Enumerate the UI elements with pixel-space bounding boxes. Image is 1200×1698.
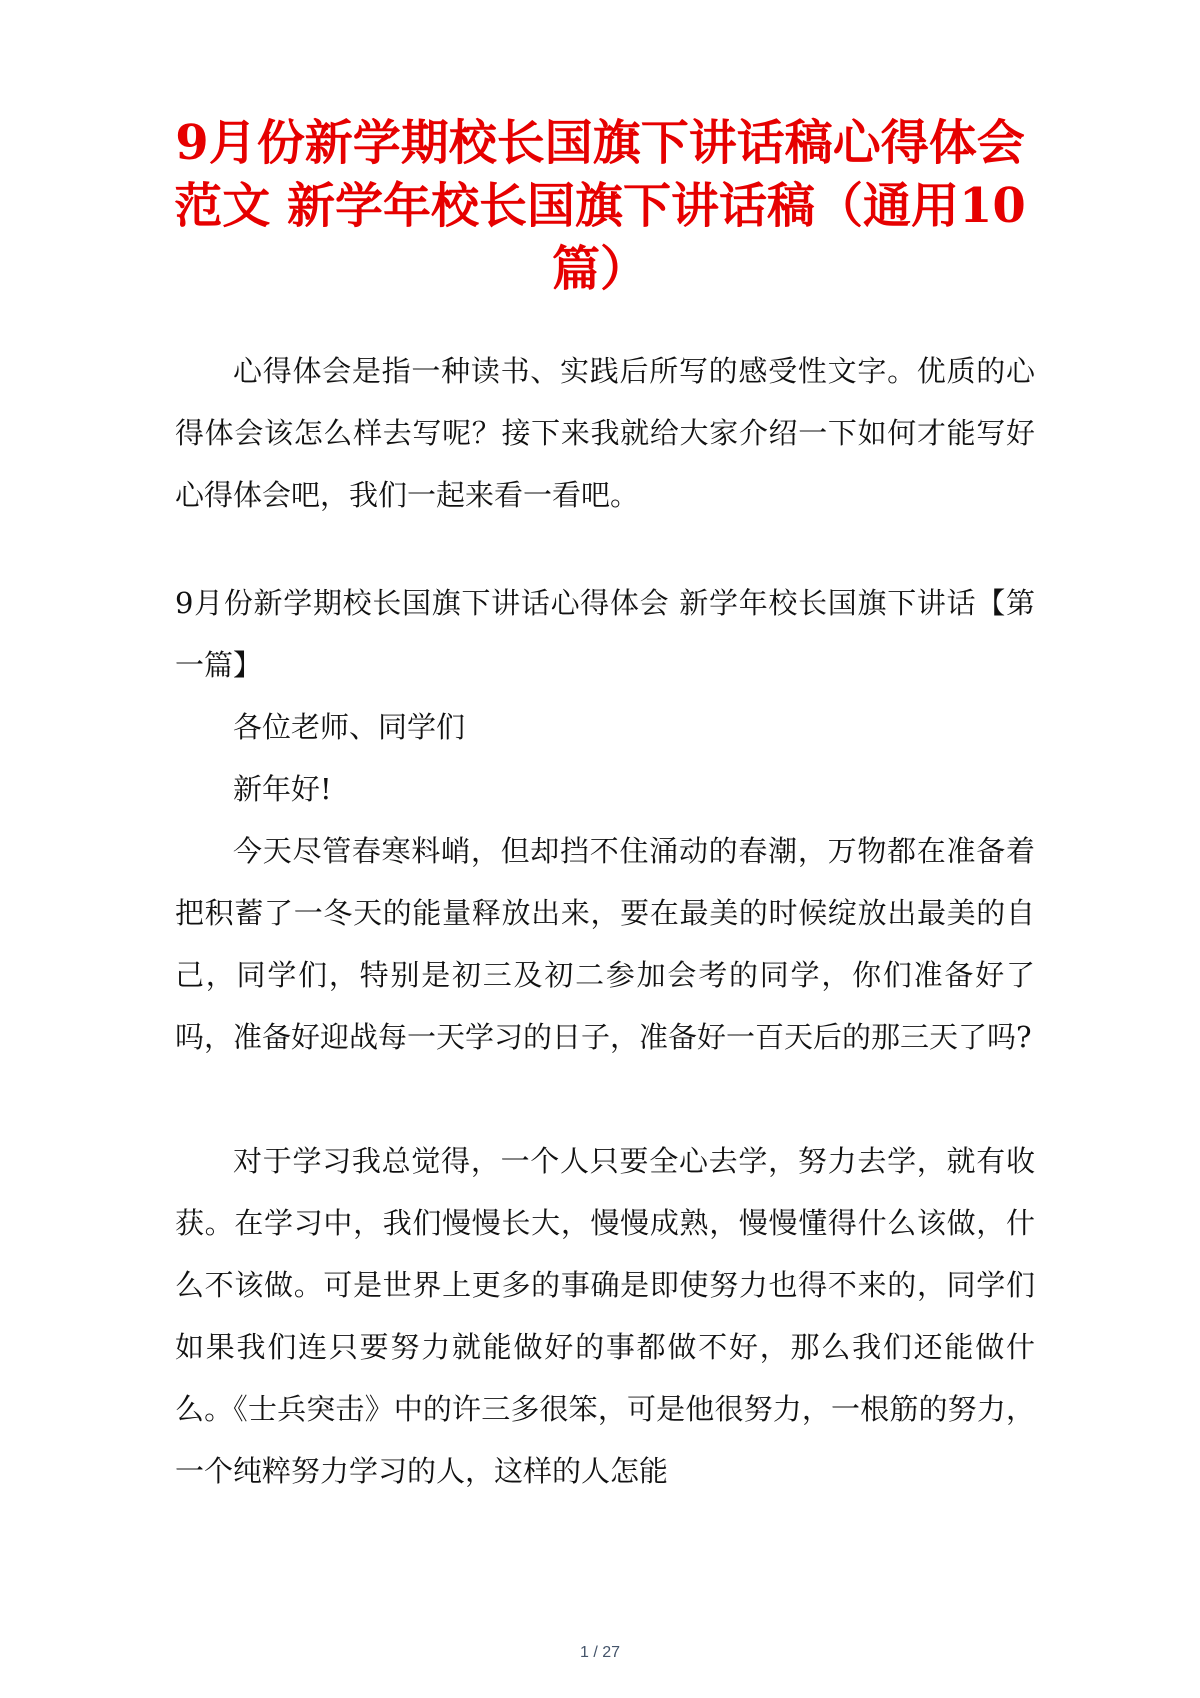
document-title: 9月份新学期校长国旗下讲话稿心得体会范文 新学年校长国旗下讲话稿（通用10篇） [174, 115, 1026, 297]
intro-paragraph: 心得体会是指一种读书、实践后所写的感受性文字。优质的心得体会该怎么样去写呢？接下来我就给大家介绍一下如何才能写好心得体会吧，我们一起来看一看吧。 [175, 354, 1035, 512]
greeting-line: 各位老师、同学们 [233, 710, 466, 744]
page-number: 1 / 27 [579, 1644, 621, 1661]
new-year-line: 新年好! [233, 772, 332, 806]
section-heading: 9月份新学期校长国旗下讲话心得体会 新学年校长国旗下讲话【第一篇】 [175, 586, 1035, 682]
body-paragraph-1: 今天尽管春寒料峭，但却挡不住涌动的春潮，万物都在准备着把积蓄了一冬天的能量释放出来，要在最美的时候绽放出最美的自己，同学们，特别是初三及初二参加会考的同学，你们准备好了吗，准备好迎战每一天学习的日子，准备好一百天后的那三天了吗? [175, 834, 1035, 1054]
body-paragraph-2: 对于学习我总觉得，一个人只要全心去学，努力去学，就有收获。在学习中，我们慢慢长大，慢慢成熟，慢慢懂得什么该做，什么不该做。可是世界上更多的事确是即使努力也得不来的，同学们如果我们连只要努力就能做好的事都做不好，那么我们还能做什么。《士兵突击》中的许三多很笨，可是他很努力，一根筋的努力，一个纯粹努力学习的人，这样的人怎能 [175, 1144, 1035, 1488]
